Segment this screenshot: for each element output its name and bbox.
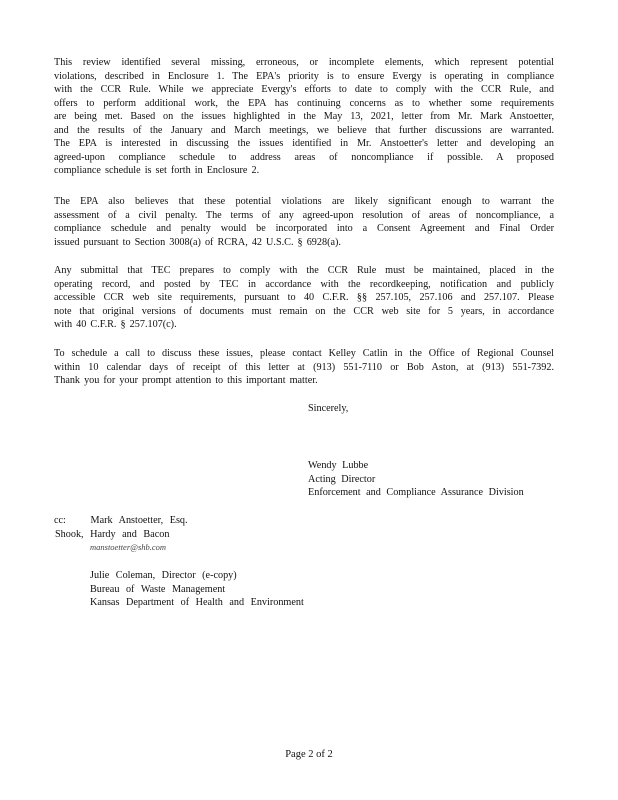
text-line: The EPA is interested in discussing the issues identified in Mr. Anstoetter's letter and developing an [54,138,554,149]
paragraph-review-findings [54,56,554,178]
signer-title: Acting Director [308,473,376,485]
cc2-bureau: Bureau of Waste Management [90,583,226,595]
text-line: violations, described in Enclosure 1. The EPA's priority is to ensure Evergy is operating in compliance [54,70,554,82]
text-line: This review identified several missing, erroneous, or incomplete elements, which represent potential [54,57,554,68]
text-line: note that original versions of documents must remain on the CCR web site for 5 years, in accordance [54,305,554,317]
text-line: compliance schedule is set forth in Enclosure 2. [54,165,260,176]
cc2-department: Kansas Department of Health and Environment [90,597,304,608]
signer-division: Enforcement and Compliance Assurance Division [308,487,524,498]
cc-block [54,514,314,553]
text-line: accessible CCR web site requirements, pursuant to 40 C.F.R. §§ 257.105, 257.106 and 257.107. Please [54,292,554,303]
cc-second-recipient [90,569,304,610]
paragraph-submittal-requirements [54,264,554,332]
text-line: with 40 C.F.R. § 257.107(c). [54,319,177,330]
cc-label: cc: [54,515,66,526]
text-line: within 10 calendar days of receipt of this letter at (913) 551-7110 or Bob Aston, at (913) 551-7392. [54,361,554,373]
text-line: issued pursuant to Section 3008(a) of RCRA, 42 U.S.C. § 6928(a). [54,236,341,248]
text-line: Thank you for your prompt attention to this important matter. [54,375,318,386]
text-line: To schedule a call to discuss these issues, please contact Kelley Catlin in the Office of Regional Counsel [54,348,554,359]
cc-recipient-name: Mark Anstoetter, Esq. [90,515,188,526]
page-number-footer: Page 2 of 2 [285,749,333,760]
text-line: offers to perform additional work, the EPA has continuing concerns as to whether some requirements [54,97,554,109]
signer-name: Wendy Lubbe [308,460,369,471]
paragraph-contact [54,347,554,388]
text-line: agreed-upon compliance schedule to address areas of noncompliance if possible. A proposed [54,151,554,163]
text-line: are being met. Based on the issues highlighted in the May 13, 2021, letter from Mr. Mark Anstoetter, [54,111,554,122]
cc-row [54,514,314,528]
cc-recipient-firm: Shook, Hardy and Bacon [55,528,170,540]
text-line: and the results of the January and March meetings, we believe that further discussions are warranted. [54,124,554,136]
text-line: operating record, and posted by TEC in accordance with the recordkeeping, notification and publicly [54,278,554,290]
text-line: The EPA also believes that these potential violations are likely significant enough to warrant the [54,196,554,207]
text-line: assessment of a civil penalty. The terms of any agreed-upon resolution of areas of noncompliance, a [54,209,554,221]
signature-block [308,459,524,500]
text-line: with the CCR Rule. While we appreciate Evergy's efforts to date to comply with the CCR Rule, and [54,84,554,95]
closing-salutation: Sincerely, [308,403,349,414]
cc-recipient-email: manstoetter@shb.com [90,542,167,552]
text-line: compliance schedule and penalty would be incorporated into a Consent Agreement and Final Order [54,223,554,234]
paragraph-civil-penalty [54,195,554,249]
cc2-name-title: Julie Coleman, Director (e-copy) [90,570,237,581]
text-line: Any submittal that TEC prepares to comply with the CCR Rule must be maintained, placed in the [54,265,554,276]
